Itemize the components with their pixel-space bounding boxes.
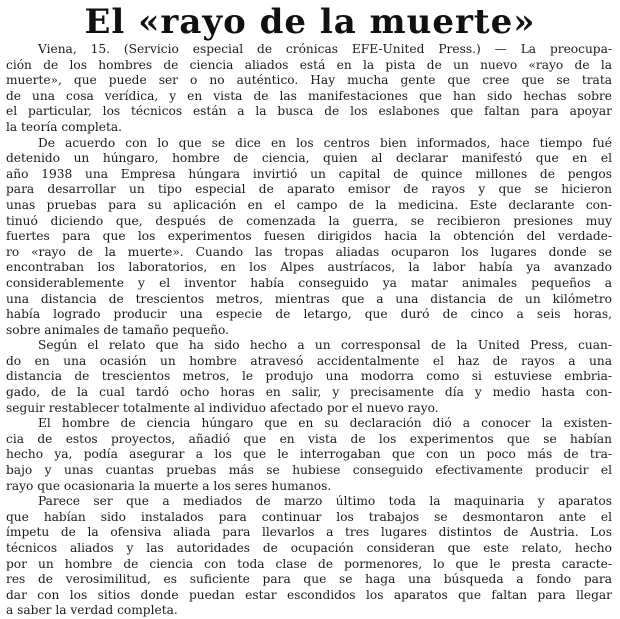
text-line: Parece ser que a mediados de marzo último toda la maquinaria y aparatos <box>38 494 612 509</box>
paragraph-5 <box>6 494 612 619</box>
text-line: De acuerdo con lo que se dice en los centros bien informados, hace tiempo fué <box>38 135 612 150</box>
text-line: dar con los sitios donde puedan estar escondidos los aparatos que faltan para llegar <box>6 587 612 602</box>
text-line: de una cosa verídica, y en vista de las manifestaciones que han sido hechas sobre <box>6 88 612 103</box>
text-line: muerte», que puede ser o no auténtico. Hay mucha gente que cree que se trata <box>6 73 612 88</box>
text-line: una distancia de trescientos metros, mientras que a una distancia de un kilómetro <box>6 291 612 306</box>
text-line: considerablemente y el inventor había conseguido ya matar animales pequeños a <box>6 275 612 290</box>
text-line: para desarrollar un tipo especial de aparato emisor de rayos y que se hicieron <box>6 182 612 197</box>
text-line: sobre animales de tamaño pequeño. <box>6 322 230 337</box>
text-line: Viena, 15. (Servicio especial de crónicas EFE-United Press.) — La preocupa- <box>38 42 612 56</box>
text-line: rayo que ocasionaria la muerte a los seres humanos. <box>6 478 332 493</box>
text-line: bajo y unas cuantas pruebas más se hubiese conseguido efectivamente producir el <box>6 463 612 478</box>
paragraph-2 <box>6 136 612 339</box>
text-line: la teoría completa. <box>6 119 123 134</box>
text-line: por un hombre de ciencia con toda clase de pormenores, lo que le presta caracte- <box>6 556 612 571</box>
paragraph-4 <box>6 416 612 494</box>
text-line: do en una ocasión un hombre atravesó accidentalmente el haz de rayos a una <box>6 353 612 368</box>
text-line: hecho ya, podía asegurar a los que le interrogaban que con un poco más de tra- <box>6 447 612 462</box>
text-line: técnicos aliados y las autoridades de ocupación consideran que este relato, hecho <box>6 541 612 555</box>
text-line: a saber la verdad completa. <box>6 603 178 618</box>
text-line: Según el relato que ha sido hecho a un corresponsal de la United Press, cuan- <box>38 338 612 353</box>
text-line: El hombre de ciencia húngaro que en su declaración dió a conocer la existen- <box>38 416 612 431</box>
text-line: distancia de trescientos metros, le produjo una modorra como si estuviese embria- <box>6 369 612 384</box>
paragraph-3 <box>6 338 612 416</box>
text-line: ímpetu de la ofensiva aliada para llevarlos a tres lugares distintos de Austria. Los <box>6 525 612 540</box>
text-line: cia de estos proyectos, añadió que en vista de los experimentos que se habían <box>6 431 612 446</box>
article-body <box>6 42 612 619</box>
text-line: encontraban los laboratorios, en los Alpes austríacos, la labor había ya avanzado <box>6 260 612 275</box>
text-line: detenido un húngaro, hombre de ciencia, quien al declarar manifestó que en el <box>6 151 612 166</box>
text-line: res de verosimilitud, es suficiente para que se haga una búsqueda a fondo para <box>6 572 612 587</box>
article-title: El «rayo de la muerte» <box>84 2 536 42</box>
text-line: tinuó diciendo que, después de comenzada la guerra, se recibieron presiones muy <box>6 213 612 228</box>
text-line: unas pruebas para su aplicación en el campo de la medicina. Este declarante con- <box>6 197 612 212</box>
text-line: había logrado producir una especie de letargo, que duró de cinco a seis horas, <box>6 307 612 322</box>
text-line: ro «rayo de la muerte». Cuando las tropas aliadas ocuparon los lugares donde se <box>6 244 612 259</box>
text-line: ción de los hombres de ciencia aliados está en la pista de un nuevo «rayo de la <box>6 57 612 72</box>
text-line: seguir restablecer totalmente al individuo afectado por el nuevo rayo. <box>6 400 439 415</box>
text-line: gado, de la cual tardó ocho horas en salir, y precisamente día y medio hasta con- <box>6 385 612 400</box>
text-line: que habían sido instalados para continuar los trabajos se desmontaron ante el <box>6 509 612 524</box>
text-line: el particular, los técnicos están a la busca de los eslabones que faltan para apoyar <box>6 104 612 119</box>
paragraph-1 <box>6 42 612 136</box>
text-line: fuertes para que los experimentos fuesen dirigidos hacia la obtención del verdade- <box>6 229 612 244</box>
text-line: año 1938 una Empresa húngara invirtió un capital de quince millones de pengos <box>6 166 612 181</box>
